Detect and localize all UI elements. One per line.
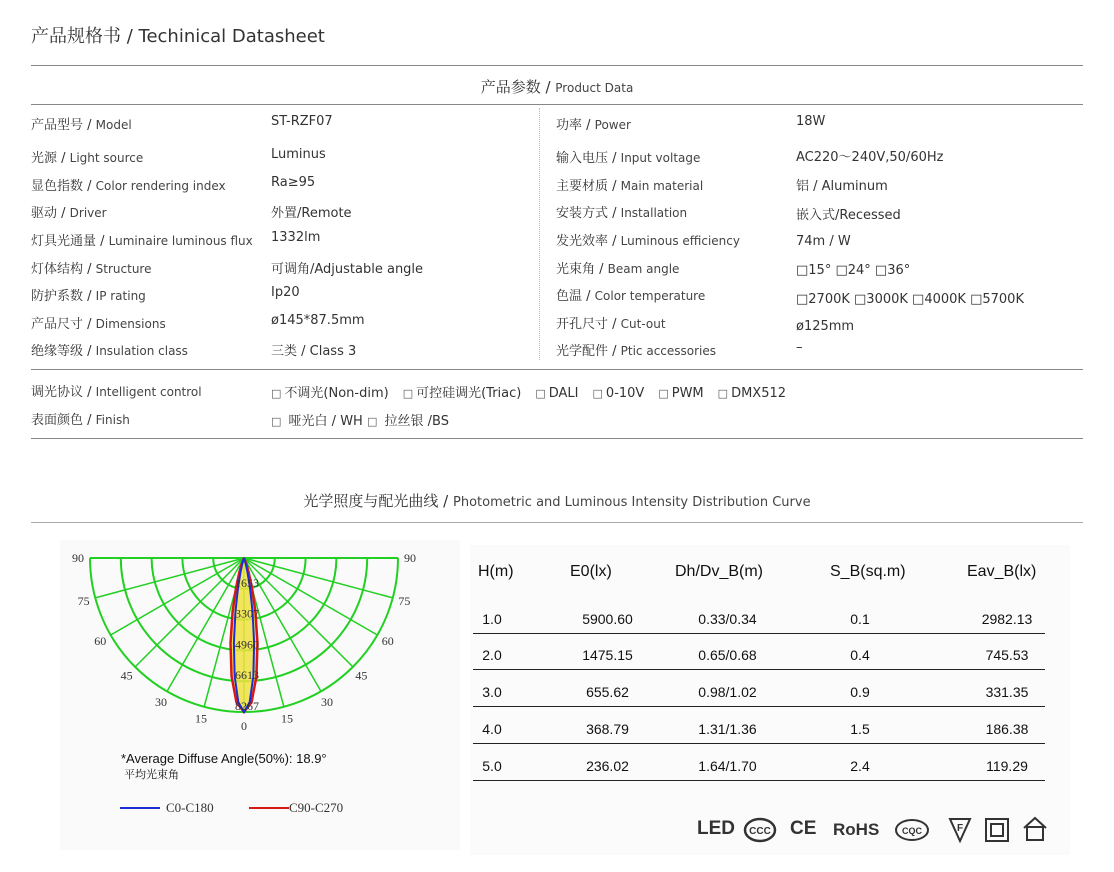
rohs-mark: RoHS: [833, 820, 880, 839]
product-data-title: [31, 76, 1083, 97]
checkbox-icon[interactable]: □: [592, 387, 603, 400]
spec-value: Ra≥95: [271, 175, 316, 190]
spec-label: [31, 230, 253, 249]
spec-value: 18W: [796, 114, 826, 129]
control-label: [31, 381, 202, 400]
led-mark: LED: [697, 818, 735, 839]
spec-label-en: Insulation class: [95, 344, 188, 358]
table-cell: 1.0: [482, 611, 502, 627]
spec-label-en: Luminous efficiency: [620, 234, 740, 248]
table-row-divider: [473, 633, 1045, 634]
cqc-icon: [894, 818, 930, 842]
spec-label: [31, 340, 188, 359]
finish-label-cn: 表面颜色 /: [31, 413, 96, 428]
table-cell: 745.53: [985, 647, 1029, 663]
spec-label-en: Cut-out: [620, 317, 666, 331]
table-cell: 1475.15: [582, 647, 633, 663]
spec-label-cn: 灯体结构 /: [31, 262, 96, 277]
angle-label-right: 90: [404, 551, 416, 565]
table-cell: 655.62: [586, 684, 629, 700]
spec-label-en: Beam angle: [607, 262, 680, 276]
table-cell: 1.31/1.36: [698, 721, 757, 737]
spec-value: ST-RZF07: [271, 114, 333, 129]
class-ii-icon: [984, 817, 1010, 843]
control-option: DALI: [548, 386, 579, 401]
spec-label-cn: 产品尺寸 /: [31, 317, 96, 332]
spec-label-en: Power: [594, 118, 631, 132]
polar-spoke: [111, 558, 244, 635]
finish-label-en: Finish: [95, 413, 130, 427]
legend-swatch-c0: [120, 807, 160, 809]
spec-value: 74m / W: [796, 234, 851, 249]
polar-spoke: [244, 558, 377, 635]
table-cell: 5900.60: [582, 611, 633, 627]
spec-label-cn: 光学配件 /: [556, 344, 621, 359]
table-cell: 0.98/1.02: [698, 684, 757, 700]
angle-label-left: 15: [195, 711, 208, 726]
table-cell: 368.79: [586, 721, 629, 737]
table-cell: 3.0: [482, 684, 502, 700]
spec-label-cn: 产品型号 /: [31, 118, 96, 133]
table-cell: 0.4: [850, 647, 870, 663]
legend-label-c0: C0-C180: [166, 800, 214, 815]
spec-label: [31, 175, 226, 194]
control-option: PWM: [671, 386, 704, 401]
page-title: 产品规格书 / Techinical Datasheet: [31, 26, 325, 47]
table-cell: 0.9: [850, 684, 870, 700]
photometric-title: [31, 490, 1083, 511]
cqc-icon-text: CQC: [902, 826, 922, 836]
table-row-divider: [473, 706, 1045, 707]
table-cell: 4.0: [482, 721, 502, 737]
photometric-title-en: Photometric and Luminous Intensity Distribution Curve: [453, 495, 811, 510]
spec-label-cn: 防护系数 /: [31, 289, 96, 304]
checkbox-icon[interactable]: □: [366, 415, 378, 428]
table-cell: 2.0: [482, 647, 502, 663]
spec-label: [31, 258, 151, 277]
polar-spoke: [135, 558, 244, 667]
spec-label-en: Main material: [620, 179, 704, 193]
control-label-en: Intelligent control: [95, 385, 202, 399]
table-header-cell: S_B(sq.m): [830, 563, 906, 580]
product-data-title-en: Product Data: [555, 81, 634, 95]
spec-label-en: Color temperature: [594, 289, 706, 303]
spec-label-en: IP rating: [95, 289, 146, 303]
polar-chart: [70, 550, 430, 740]
spec-value: 三类 / Class 3: [271, 344, 357, 359]
angle-label-left: 75: [77, 593, 90, 608]
checkbox-icon[interactable]: □: [271, 387, 282, 400]
angle-label-right: 60: [381, 634, 394, 648]
intensity-label: 4960: [235, 637, 259, 652]
finish-option-bs: 拉丝银 /BS: [384, 414, 449, 429]
spec-value: 可调角/Adjustable angle: [271, 262, 424, 277]
spec-label-cn: 输入电压 /: [556, 151, 621, 166]
spec-label: [556, 202, 687, 221]
spec-label: [556, 175, 703, 194]
table-cell: 5.0: [482, 758, 502, 774]
spec-value: □15° □24° □36°: [796, 263, 911, 278]
spec-value: 1332lm: [271, 230, 321, 245]
table-cell: 2.4: [850, 758, 870, 774]
intensity-label: 1653: [235, 575, 259, 590]
spec-label: [31, 147, 143, 166]
table-row-divider: [473, 743, 1045, 744]
spec-value: ø145*87.5mm: [271, 313, 365, 328]
spec-value: ø125mm: [796, 319, 855, 334]
spec-label-en: Color rendering index: [95, 179, 226, 193]
angle-label-right: 15: [280, 711, 293, 726]
table-cell: 1.5: [850, 721, 870, 737]
spec-label: [31, 313, 166, 332]
table-cell: 331.35: [985, 684, 1029, 700]
table-header-cell: Eav_B(lx): [967, 563, 1037, 580]
ccc-icon: [743, 817, 777, 843]
table-cell: 2982.13: [981, 611, 1033, 627]
control-options: [271, 382, 786, 401]
angle-label-right: 30: [321, 694, 333, 709]
checkbox-icon[interactable]: □: [402, 387, 414, 400]
spec-label-en: Luminaire luminous flux: [108, 234, 253, 248]
table-cell: 0.1: [850, 611, 870, 627]
divider: [31, 522, 1083, 523]
angle-label-left: 60: [94, 634, 107, 648]
table-cell: 0.65/0.68: [698, 647, 757, 663]
finish-label: [31, 409, 130, 428]
intensity-label: 3307: [235, 606, 259, 621]
table-cell: 119.29: [986, 758, 1028, 774]
divider: [31, 65, 1083, 66]
divider: [31, 369, 1083, 370]
spec-label-en: Input voltage: [620, 151, 701, 165]
spec-label: [31, 114, 132, 133]
spec-label-cn: 灯具光通量 /: [31, 234, 109, 249]
spec-label-cn: 主要材质 /: [556, 179, 621, 194]
angle-label-left: 30: [155, 694, 167, 709]
product-data-title-cn: 产品参数 /: [480, 78, 556, 96]
intensity-label: 8267: [235, 699, 259, 713]
table-cell: 236.02: [586, 758, 629, 774]
angle-label-zero: 0: [241, 719, 247, 733]
control-option: 0-10V: [605, 386, 645, 401]
spec-label-en: Ptic accessories: [620, 344, 717, 358]
spec-label: [556, 340, 716, 359]
control-label-cn: 调光协议 /: [31, 385, 96, 400]
spec-label: [556, 147, 700, 166]
finish-option-wh: 哑光白 / WH: [288, 414, 363, 429]
table-row-divider: [473, 780, 1045, 781]
polar-spoke: [244, 558, 353, 667]
beam-angle-note: *Average Diffuse Angle(50%): 18.9°: [121, 751, 327, 766]
control-option: 可控硅调光(Triac): [416, 386, 522, 401]
photometric-title-cn: 光学照度与配光曲线 /: [303, 492, 453, 510]
spec-value: Ip20: [271, 285, 300, 300]
checkbox-icon[interactable]: □: [717, 387, 729, 400]
spec-label: [556, 230, 740, 249]
legend-swatch-c90: [249, 807, 289, 809]
spec-value: □2700K □3000K □4000K □5700K: [796, 292, 1024, 307]
spec-label-en: Driver: [69, 206, 107, 220]
control-option: DMX512: [731, 386, 787, 401]
beam-angle-note-cn: 平均光束角: [124, 769, 179, 781]
spec-value: 嵌入式/Recessed: [796, 208, 901, 223]
spec-label: [556, 285, 705, 304]
intensity-label: 6613: [235, 668, 259, 683]
spec-label-cn: 光束角 /: [556, 262, 608, 277]
spec-label-cn: 发光效率 /: [556, 234, 621, 249]
spec-label-cn: 功率 /: [556, 118, 595, 133]
spec-label: [556, 313, 666, 332]
table-header-cell: H(m): [478, 563, 514, 580]
table-header-cell: Dh/Dv_B(m): [675, 563, 764, 580]
angle-label-left: 45: [120, 668, 133, 683]
checkbox-icon[interactable]: □: [271, 415, 282, 428]
spec-value: AC220～240V,50/60Hz: [796, 150, 944, 165]
f-mark-text: F: [956, 823, 964, 834]
spec-label-cn: 色温 /: [556, 289, 595, 304]
angle-label-right: 75: [398, 593, 411, 608]
ce-mark: CE: [790, 818, 817, 839]
spec-label: [556, 114, 631, 133]
spec-label-en: Installation: [620, 206, 688, 220]
divider: [31, 104, 1083, 105]
spec-label-en: Model: [95, 118, 132, 132]
table-header-cell: E0(lx): [570, 563, 612, 580]
spec-label-cn: 显色指数 /: [31, 179, 96, 194]
divider: [31, 438, 1083, 439]
f-mark-icon: [948, 817, 972, 843]
spec-label: [31, 202, 107, 221]
spec-label-cn: 安装方式 /: [556, 206, 621, 221]
spec-label-cn: 驱动 /: [31, 206, 70, 221]
angle-label-right: 45: [355, 668, 368, 683]
checkbox-icon[interactable]: □: [535, 387, 546, 400]
indoor-use-icon: [1021, 815, 1049, 843]
table-row-divider: [473, 669, 1045, 670]
control-option: 不调光(Non-dim): [284, 386, 389, 401]
illuminance-table: [470, 545, 1070, 855]
spec-label-en: Structure: [95, 262, 152, 276]
spec-label-cn: 开孔尺寸 /: [556, 317, 621, 332]
finish-options: [271, 410, 449, 429]
spec-value: 铝 / Aluminum: [796, 179, 888, 194]
angle-label-left: 90: [72, 551, 84, 565]
spec-label-cn: 绝缘等级 /: [31, 344, 96, 359]
table-cell: 1.64/1.70: [698, 758, 757, 774]
spec-label: [556, 258, 679, 277]
spec-label-en: Light source: [69, 151, 144, 165]
spec-label-cn: 光源 /: [31, 151, 70, 166]
checkbox-icon[interactable]: □: [658, 387, 669, 400]
column-separator: [539, 108, 540, 360]
spec-value: –: [796, 340, 803, 355]
spec-label: [31, 285, 146, 304]
ccc-icon-text: CCC: [749, 826, 771, 837]
spec-value: 外置/Remote: [271, 206, 352, 221]
spec-value: Luminus: [271, 147, 326, 162]
table-cell: 0.33/0.34: [698, 611, 757, 627]
spec-label-en: Dimensions: [95, 317, 166, 331]
table-cell: 186.38: [985, 721, 1029, 737]
legend-label-c90: C90-C270: [289, 800, 344, 815]
